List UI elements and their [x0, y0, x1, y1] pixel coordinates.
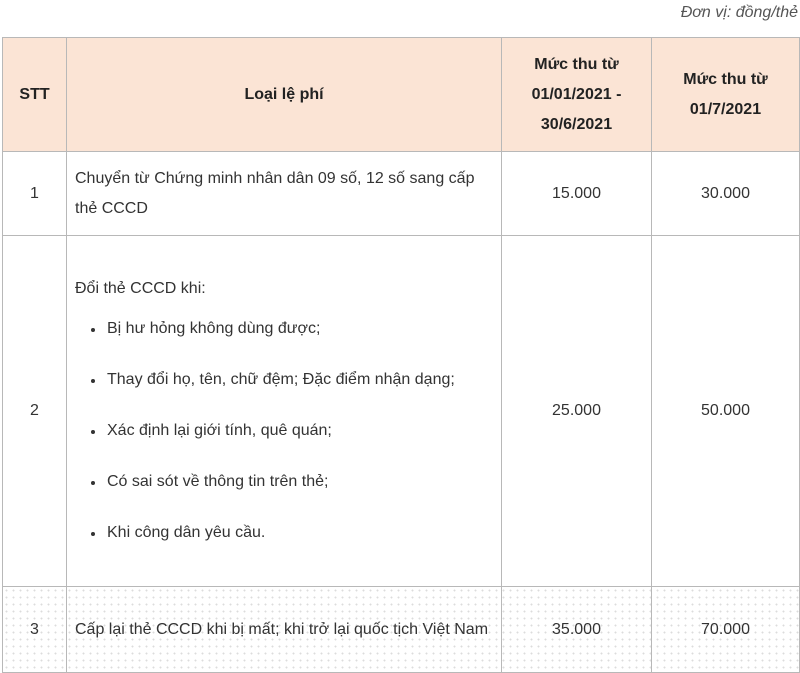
reason-list [75, 314, 493, 548]
fee-table [2, 37, 800, 673]
row-description: Cấp lại thẻ CCCD khi bị mất; khi trở lại quốc tịch Việt Nam [67, 587, 502, 673]
row-stt: 3 [3, 587, 67, 673]
row-stt: 2 [3, 236, 67, 587]
description-intro: Đổi thẻ CCCD khi: [75, 280, 206, 297]
list-item: • Có sai sót về thông tin trên thẻ; [105, 467, 493, 497]
header-rate-period-1: Mức thu từ 01/01/2021 - 30/6/2021 [502, 38, 652, 152]
table-row [3, 152, 800, 236]
list-item: • Khi công dân yêu cầu. [105, 518, 493, 548]
row-stt: 1 [3, 152, 67, 236]
table-header-row [3, 38, 800, 152]
row-rate-period-1: 15.000 [502, 152, 652, 236]
header-fee-type: Loại lệ phí [67, 38, 502, 152]
row-rate-period-1: 25.000 [502, 236, 652, 587]
header-rate-period-2: Mức thu từ 01/7/2021 [652, 38, 800, 152]
row-rate-period-2: 30.000 [652, 152, 800, 236]
unit-note: Đơn vị: đồng/thẻ [680, 4, 798, 21]
list-item: • Xác định lại giới tính, quê quán; [105, 416, 493, 446]
list-item: • Bị hư hỏng không dùng được; [105, 314, 493, 344]
row-description [67, 236, 502, 587]
row-rate-period-2: 50.000 [652, 236, 800, 587]
row-rate-period-1: 35.000 [502, 587, 652, 673]
table-row [3, 587, 800, 673]
row-rate-period-2: 70.000 [652, 587, 800, 673]
table-row [3, 236, 800, 587]
header-stt: STT [3, 38, 67, 152]
list-item: • Thay đổi họ, tên, chữ đệm; Đặc điểm nhận dạng; [105, 365, 493, 395]
row-description: Chuyển từ Chứng minh nhân dân 09 số, 12 số sang cấp thẻ CCCD [67, 152, 502, 236]
